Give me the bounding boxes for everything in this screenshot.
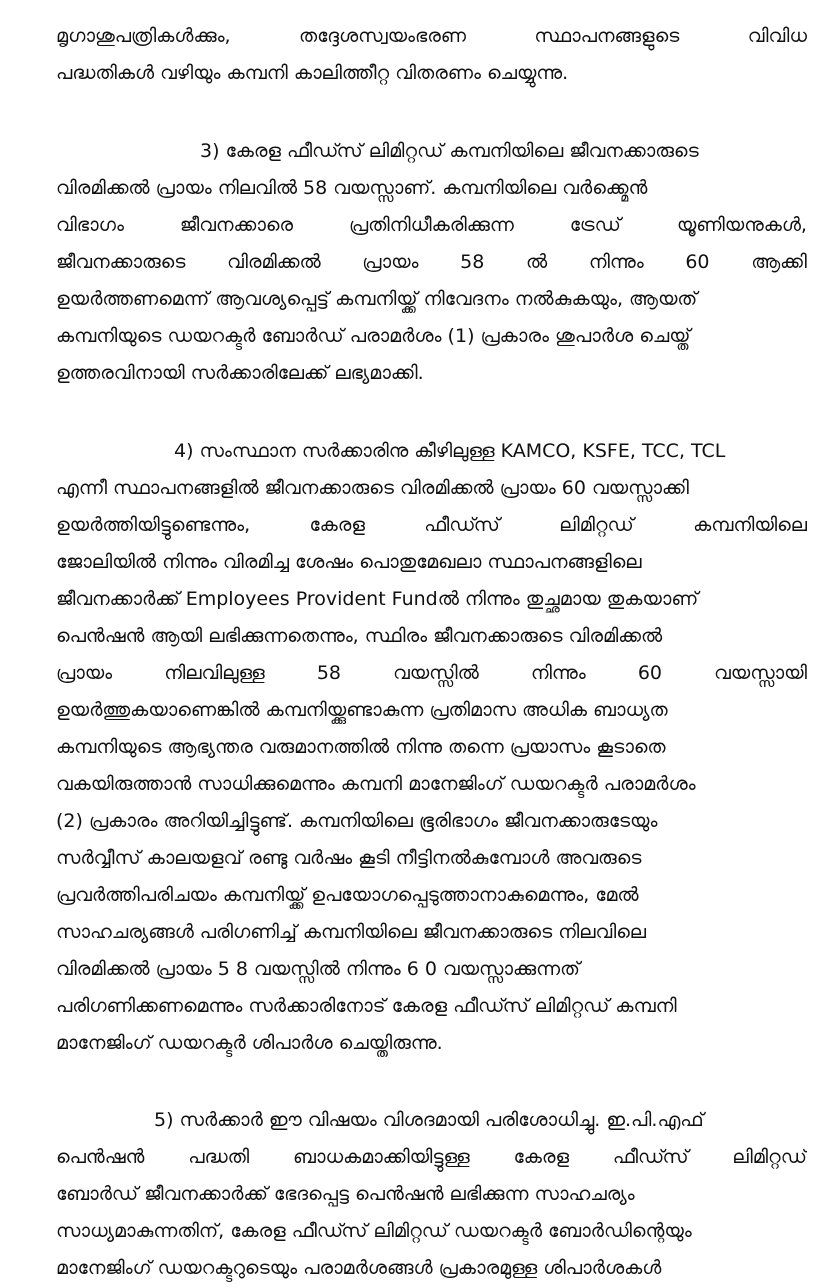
text-line: (2) പ്രകാരം അറിയിച്ചിട്ടുണ്ട്. കമ്പനിയിലെ ഭൂരിഭാഗം ജീവനക്കാരുടേയും (56, 810, 658, 832)
word: 60 (685, 251, 710, 273)
text-line: 3) കേരള ഫീഡ്സ് ലിമിറ്റഡ് കമ്പനിയിലെ ജീവനക്കാരുടെ (200, 140, 699, 162)
text-line: ഉയർത്തണമെന്ന് ആവശ്യപ്പെട്ട് കമ്പനിയ്ക്ക് നിവേദനം നൽകുകയും, ആയത് (56, 288, 698, 310)
word: 58 (316, 662, 341, 684)
text-line: സാധ്യമാകുന്നതിന്, കേരള ഫീഡ്സ് ലിമിറ്റഡ് ഡയറക്ടർ ബോർഡിന്റെയും (56, 1220, 692, 1242)
word: നിന്നും (588, 251, 644, 273)
word: ഫീഡ്സ് (612, 1146, 689, 1168)
text-line: പദ്ധതികൾ വഴിയും കമ്പനി കാലിത്തീറ്റ വിതരണം ചെയ്യുന്നു. (56, 62, 569, 84)
text-line: സാഹചര്യങ്ങൾ പരിഗണിച്ച് കമ്പനിയിലെ ജീവനക്കാരുടെ നിലവിലെ (56, 921, 647, 943)
paragraph-gap (56, 1062, 807, 1102)
word: പ്രതിനിധീകരിക്കുന്ന (348, 214, 514, 236)
word: വയസ്സായി (714, 662, 807, 684)
text-line: മാനേജിംഗ് ഡയറക്ടറുടെയും പരാമർശങ്ങൾ പ്രകാരമുള്ള ശിപാർശകൾ (56, 1257, 662, 1279)
text-line: വിരമിക്കൽ പ്രായം നിലവിൽ 58 വയസ്സാണ്. കമ്പനിയിലെ വർക്ക്മെൻ (56, 177, 648, 199)
text-line: ജീവനക്കാർക്ക് Employees Provident Fundൽ നിന്നും തുച്ഛമായ തുകയാണ് (56, 588, 699, 610)
text-line: കമ്പനിയുടെ ഡയറക്ടർ ബോർഡ് പരാമർശം (1) പ്രകാരം ശുപാർശ ചെയ്ത് (56, 325, 691, 347)
text-line: വിരമിക്കൽ പ്രായം 5 8 വയസ്സിൽ നിന്നും 6 0 വയസ്സാക്കുന്നത് (56, 958, 580, 980)
text-line: കമ്പനിയുടെ ആഭ്യന്തര വരുമാനത്തിൽ നിന്നു തന്നെ പ്രയാസം കൂടാതെ (56, 736, 666, 758)
word: പെൻഷൻ (56, 1146, 145, 1168)
text-line (56, 655, 807, 692)
word: ബാധകമാക്കിയിട്ടുള്ള (293, 1146, 470, 1168)
paragraph-intro (56, 18, 807, 92)
word: യൂണിയനുകൾ, (676, 214, 807, 236)
word: നിലവിലുള്ള (164, 662, 265, 684)
word: വിവിധ (747, 25, 807, 47)
paragraph-3 (56, 133, 807, 392)
text-line (56, 18, 807, 55)
paragraph-4 (56, 433, 807, 1062)
word: ജീവനക്കാരുടെ (56, 251, 186, 273)
text-line: എന്നീ സ്ഥാപനങ്ങളിൽ ജീവനക്കാരുടെ വിരമിക്കൽ പ്രായം 60 വയസ്സാക്കി (56, 477, 689, 499)
text-line: ഉത്തരവിനായി സർക്കാരിലേക്ക് ലഭ്യമാക്കി. (56, 362, 424, 384)
text-line: മാനേജിംഗ് ഡയറക്ടർ ശിപാർശ ചെയ്തിരുന്നു. (56, 1032, 443, 1054)
word: ൽ (525, 251, 548, 273)
text-line (56, 207, 807, 244)
word: കേരള (513, 1146, 570, 1168)
word: ഉയർത്തിയിട്ടുണ്ടെന്നും, (56, 514, 251, 536)
text-line: സർവ്വീസ് കാലയളവ് രണ്ടു വർഷം കൂടി നീട്ടിനൽകുമ്പോൾ അവരുടെ (56, 847, 642, 869)
text-line (56, 244, 807, 281)
word: വിരമിക്കൽ (227, 251, 321, 273)
word: സ്ഥാപനങ്ങളുടെ (534, 25, 680, 47)
word: വിഭാഗം (56, 214, 124, 236)
word: 60 (637, 662, 663, 684)
text-line: ബോർഡ് ജീവനക്കാർക്ക് ഭേദപ്പെട്ട പെൻഷൻ ലഭിക്കുന്ന സാഹചര്യം (56, 1183, 635, 1205)
word: പദ്ധതി (188, 1146, 250, 1168)
text-line (56, 507, 807, 544)
text-line: പ്രവർത്തിപരിചയം കമ്പനിയ്ക്ക് ഉപയോഗപ്പെടുത്താനാകുമെന്നും, മേൽ (56, 884, 639, 906)
text-line: ജോലിയിൽ നിന്നും വിരമിച്ച ശേഷം പൊതുമേഖലാ സ്ഥാപനങ്ങളിലെ (56, 551, 642, 573)
word: പ്രായം (362, 251, 419, 273)
text-line: 4) സംസ്ഥാന സർക്കാരിനു കീഴിലുള്ള KAMCO, KSFE, TCC, TCL (174, 440, 726, 462)
text-line: 5) സർക്കാർ ഈ വിഷയം വിശദമായി പരിശോധിച്ചു. ഇ.പി.എഫ് (154, 1109, 704, 1131)
word: നിന്നും (530, 662, 586, 684)
word: കേരള (309, 514, 365, 536)
text-line (56, 1139, 807, 1176)
word: മൃഗാശുപത്രികൾക്കും, (56, 25, 231, 47)
text-line: പെൻഷൻ ആയി ലഭിക്കുന്നതെന്നും, സ്ഥിരം ജീവനക്കാരുടെ വിരമിക്കൽ (56, 625, 663, 647)
word: തദ്ദേശസ്വയംഭരണ (298, 25, 467, 47)
word: ഫീഡ്സ് (424, 514, 500, 536)
word: വയസ്സിൽ (393, 662, 479, 684)
word: ലിമിറ്റഡ് (732, 1146, 807, 1168)
text-line: ഉയർത്തുകയാണെങ്കിൽ കമ്പനിയ്ക്കുണ്ടാകുന്ന പ്രതിമാസ അധിക ബാധ്യത (56, 699, 668, 721)
word: ആക്കി (751, 251, 807, 273)
word: 58 (460, 251, 485, 273)
word: ട്രേഡ് (569, 214, 621, 236)
paragraph-gap (56, 392, 807, 433)
paragraph-5 (56, 1102, 807, 1287)
word: പ്രായം (56, 662, 113, 684)
text-line: വകയിരുത്താൻ സാധിക്കുമെന്നും കമ്പനി മാനേജിംഗ് ഡയറക്ടർ പരാമർശം (56, 773, 696, 795)
word: കമ്പനിയിലെ (693, 514, 807, 536)
word: ലിമിറ്റഡ് (559, 514, 634, 536)
paragraph-gap (56, 92, 807, 133)
text-line: പരിഗണിക്കണമെന്നും സർക്കാരിനോട് കേരള ഫീഡ്സ് ലിമിറ്റഡ് കമ്പനി (56, 995, 677, 1017)
word: ജീവനക്കാരെ (179, 214, 294, 236)
